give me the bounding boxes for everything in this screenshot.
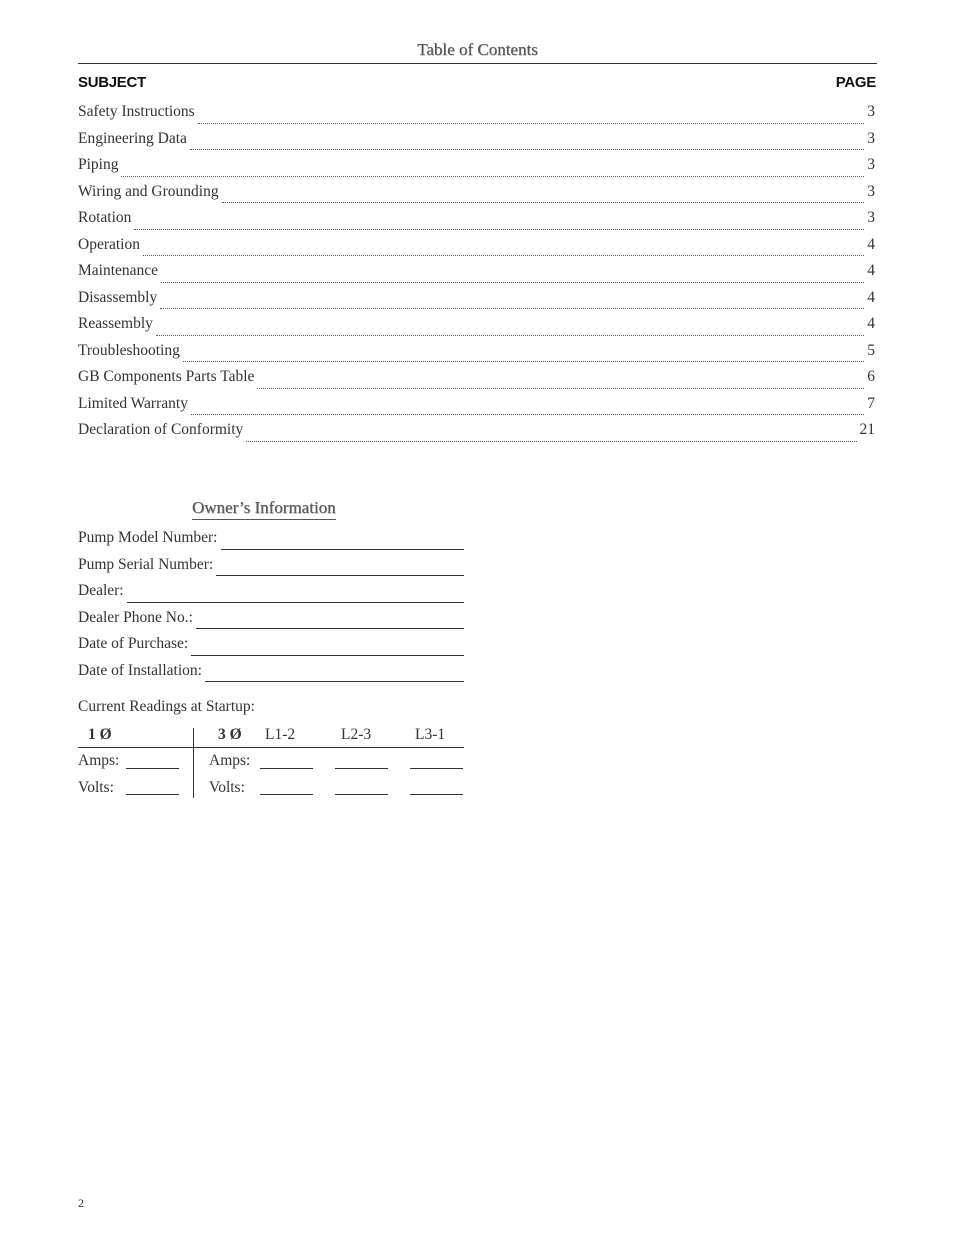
subject-column-header: SUBJECT: [78, 74, 146, 91]
toc-entry[interactable]: [78, 289, 875, 316]
toc-entry-page: 4: [867, 235, 875, 253]
toc-entry[interactable]: [78, 183, 875, 210]
owner-field-label: Pump Serial Number:: [78, 555, 214, 573]
three-phase-header: 3 Ø: [218, 726, 242, 743]
volts-l1-2-blank[interactable]: [260, 794, 313, 795]
readings-header-rule: [78, 747, 464, 748]
toc-entry-label: Rotation: [78, 209, 132, 226]
toc-entry-label: Wiring and Grounding: [78, 182, 219, 200]
toc-entry-label: Operation: [78, 235, 140, 253]
owner-field-blank[interactable]: [191, 655, 464, 656]
dot-leader: [160, 308, 864, 309]
owner-field: [78, 609, 464, 636]
toc-entry-page: 6: [867, 368, 875, 385]
dot-leader: [257, 388, 864, 389]
l2-3-header: L2-3: [341, 726, 372, 743]
amps-l2-3-blank[interactable]: [335, 768, 388, 769]
single-phase-header: 1 Ø: [88, 726, 112, 743]
toc-entry-page: 3: [867, 209, 875, 226]
l3-1-header: L3-1: [415, 726, 446, 743]
toc-entry-label: Disassembly: [78, 288, 158, 306]
three-phase-amps-label: Amps:: [209, 752, 251, 769]
owner-info-form: [78, 529, 464, 688]
toc-entry-page: 3: [867, 103, 875, 120]
amps-l3-1-blank[interactable]: [410, 768, 463, 769]
toc-entry-label: GB Components Parts Table: [78, 368, 255, 385]
toc-entry-page: 3: [867, 182, 875, 200]
dot-leader: [143, 255, 864, 256]
owner-field: [78, 662, 464, 689]
single-phase-volts-label: Volts:: [78, 779, 114, 796]
toc-entry-page: 5: [867, 341, 875, 359]
title-divider: [78, 63, 877, 64]
toc-entry[interactable]: [78, 395, 875, 422]
toc-entry[interactable]: [78, 421, 875, 448]
owner-field-label: Date of Purchase:: [78, 635, 189, 652]
toc-entry-page: 3: [867, 156, 875, 173]
toc-entry[interactable]: [78, 342, 875, 369]
owner-field-blank[interactable]: [127, 602, 464, 603]
toc-entry-page: 4: [867, 288, 875, 306]
toc-entry-label: Maintenance: [78, 262, 159, 279]
owner-field: [78, 582, 464, 609]
owner-field-label: Dealer:: [78, 582, 124, 599]
dot-leader: [191, 414, 864, 415]
dot-leader: [222, 202, 865, 203]
toc-entry-label: Declaration of Conformity: [78, 421, 244, 438]
amps-l1-2-blank[interactable]: [260, 768, 313, 769]
toc-entry-label: Piping: [78, 156, 119, 173]
toc-entry-label: Limited Warranty: [78, 394, 188, 412]
toc-entry[interactable]: [78, 315, 875, 342]
readings-title: Current Readings at Startup:: [78, 698, 255, 715]
owner-field-label: Pump Model Number:: [78, 529, 218, 546]
toc-entry[interactable]: [78, 156, 875, 183]
toc-entry[interactable]: [78, 103, 875, 130]
toc-entry-page: 4: [867, 262, 875, 279]
toc-list: [78, 103, 875, 448]
owner-field-blank[interactable]: [205, 681, 464, 682]
page-number: 2: [78, 1196, 84, 1210]
dot-leader: [183, 361, 864, 362]
owner-field-blank[interactable]: [196, 628, 464, 629]
owner-field-label: Dealer Phone No.:: [78, 608, 193, 626]
dot-leader: [161, 282, 864, 283]
toc-entry[interactable]: [78, 130, 875, 157]
dot-leader: [134, 229, 864, 230]
toc-entry-page: 21: [859, 421, 875, 438]
toc-entry-page: 4: [867, 315, 875, 332]
phase-divider: [193, 728, 194, 798]
owner-field-label: Date of Installation:: [78, 661, 202, 679]
owner-info-title: Owner’s Information: [192, 498, 336, 520]
dot-leader: [190, 149, 864, 150]
toc-entry-label: Troubleshooting: [78, 341, 180, 359]
single-phase-volts-blank[interactable]: [126, 794, 179, 795]
toc-entry-page: 3: [867, 129, 875, 147]
owner-field-blank[interactable]: [221, 549, 465, 550]
toc-title: Table of Contents: [417, 40, 538, 59]
l1-2-header: L1-2: [265, 726, 296, 743]
single-phase-amps-blank[interactable]: [126, 768, 179, 769]
toc-entry[interactable]: [78, 368, 875, 395]
volts-l3-1-blank[interactable]: [410, 794, 463, 795]
toc-entry[interactable]: [78, 262, 875, 289]
owner-field: [78, 635, 464, 662]
toc-entry[interactable]: [78, 209, 875, 236]
toc-entry-label: Safety Instructions: [78, 103, 195, 120]
dot-leader: [156, 335, 864, 336]
toc-entry-label: Reassembly: [78, 315, 153, 332]
toc-entry-label: Engineering Data: [78, 129, 187, 147]
dot-leader: [246, 441, 856, 442]
page-column-header: PAGE: [835, 74, 876, 91]
volts-l2-3-blank[interactable]: [335, 794, 388, 795]
single-phase-amps-label: Amps:: [78, 752, 120, 769]
owner-field: [78, 529, 464, 556]
owner-field-blank[interactable]: [216, 575, 464, 576]
dot-leader: [121, 176, 864, 177]
dot-leader: [198, 123, 865, 124]
owner-field: [78, 556, 464, 583]
toc-entry-page: 7: [867, 394, 875, 412]
toc-entry[interactable]: [78, 236, 875, 263]
three-phase-volts-label: Volts:: [209, 779, 245, 796]
